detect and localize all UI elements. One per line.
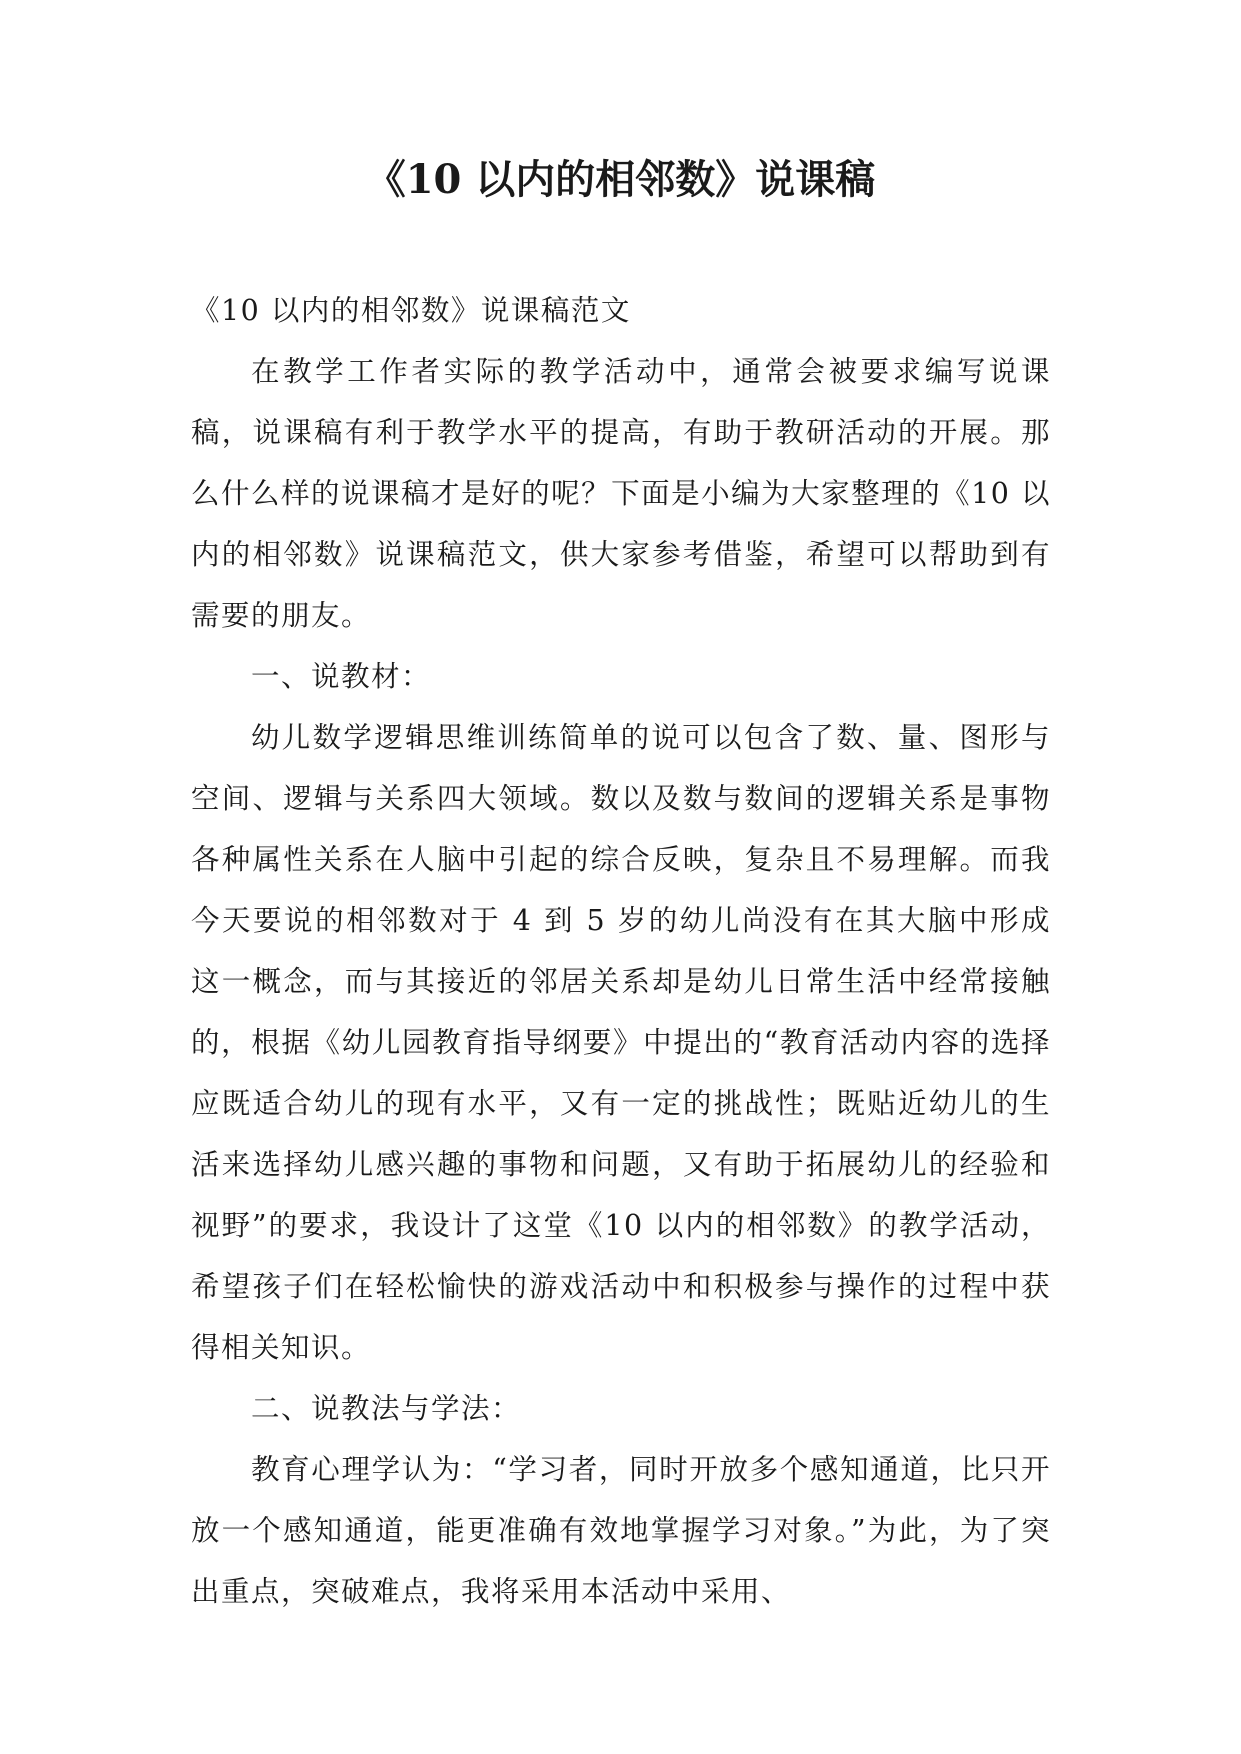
intro-paragraph: 在教学工作者实际的教学活动中，通常会被要求编写说课稿，说课稿有利于教学水平的提高，有助于教研活动的开展。那么什么样的说课稿才是好的呢？下面是小编为大家整理的《10 以内的相邻数》说课稿范文，供大家参考借鉴，希望可以帮助到有需要的朋友。	[191, 355, 1051, 632]
methods-paragraph: 教育心理学认为：“学习者，同时开放多个感知通道，比只开放一个感知通道，能更准确有效地掌握学习对象。”为此，为了突出重点，突破难点，我将采用本活动中采用、	[191, 1453, 1051, 1608]
document-body	[191, 280, 1051, 1622]
section-heading-methods: 二、说教法与学法：	[251, 1392, 522, 1425]
textbook-paragraph: 幼儿数学逻辑思维训练简单的说可以包含了数、量、图形与空间、逻辑与关系四大领域。数以及数与数间的逻辑关系是事物各种属性关系在人脑中引起的综合反映，复杂且不易理解。而我今天要说的相邻数对于 4 到 5 岁的幼儿尚没有在其大脑中形成这一概念，而与其接近的邻居关系却是幼儿日常生活中经常接触的，根据《幼儿园教育指导纲要》中提出的“教育活动内容的选择应既适合幼儿的现有水平，又有一定的挑战性；既贴近幼儿的生活来选择幼儿感兴趣的事物和问题，又有助于拓展幼儿的经验和视野”的要求，我设计了这堂《10 以内的相邻数》的教学活动，希望孩子们在轻松愉快的游戏活动中和积极参与操作的过程中获得相关知识。	[191, 721, 1051, 1364]
section-heading-textbook: 一、说教材：	[251, 660, 432, 693]
document-subtitle: 《10 以内的相邻数》说课稿范文	[191, 294, 631, 327]
document-title: 《10 以内的相邻数》说课稿	[365, 156, 876, 203]
